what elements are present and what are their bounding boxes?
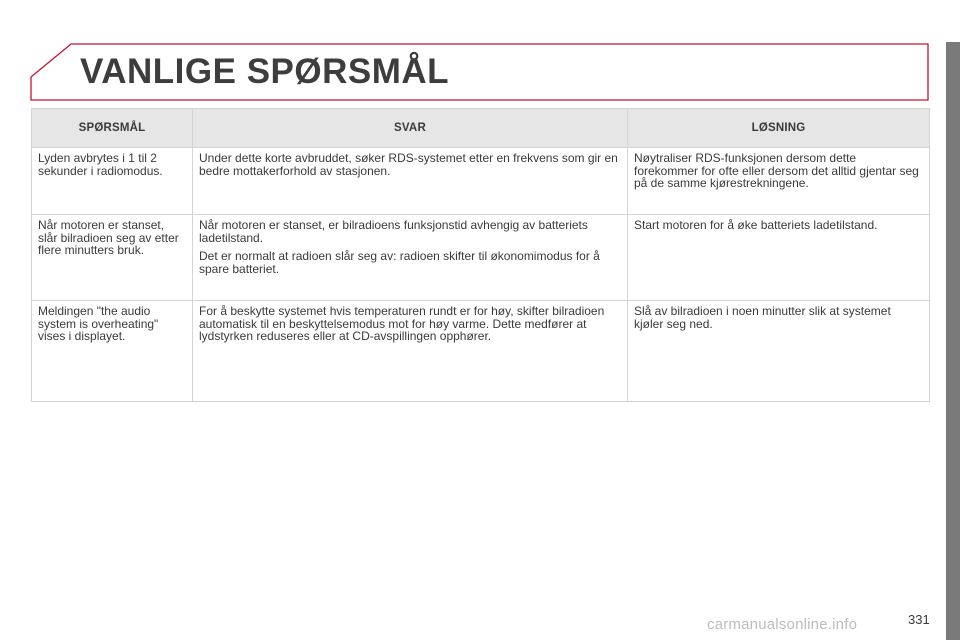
answer-paragraph: For å beskytte systemet hvis temperaturen rundt er for høy, skifter bilradioen automatisk til en beskyttelsemodus mot for høy varme. Dette medfører at lydstyrken reduseres eller at CD-avspillingen opphører.: [199, 304, 605, 343]
question-cell: Når motoren er stanset, slår bilradioen seg av etter flere minutters bruk.: [32, 215, 193, 301]
column-header-solution: LØSNING: [628, 109, 930, 148]
solution-cell: Start motoren for å øke batteriets ladetilstand.: [628, 215, 930, 301]
answer-cell: [193, 301, 628, 402]
table-row: [32, 301, 930, 402]
page-title: VANLIGE SPØRSMÅL: [80, 52, 450, 91]
column-header-question: SPØRSMÅL: [32, 109, 193, 148]
question-cell: Lyden avbrytes i 1 til 2 sekunder i radiomodus.: [32, 148, 193, 215]
watermark: carmanualsonline.info: [707, 616, 858, 633]
question-cell: Meldingen "the audio system is overheating" vises i displayet.: [32, 301, 193, 402]
table-header-row: [32, 109, 930, 148]
answer-cell: [193, 215, 628, 301]
answer-cell: [193, 148, 628, 215]
answer-paragraph: Under dette korte avbruddet, søker RDS-systemet etter en frekvens som gir en bedre mottakerforhold av stasjonen.: [199, 151, 618, 178]
answer-paragraph: Det er normalt at radioen slår seg av: radioen skifter til økonomimodus for å spare batteriet.: [199, 249, 600, 276]
faq-table: [31, 108, 930, 402]
side-strip: [946, 42, 960, 640]
solution-cell: Slå av bilradioen i noen minutter slik at systemet kjøler seg ned.: [628, 301, 930, 402]
answer-paragraph: Når motoren er stanset, er bilradioens funksjonstid avhengig av batteriets ladetilstand.: [199, 218, 588, 245]
table-row: [32, 215, 930, 301]
page-number: 331: [908, 612, 930, 627]
solution-cell: Nøytraliser RDS-funksjonen dersom dette forekommer for ofte eller dersom det alltid gjentar seg på de samme kjørestrekningene.: [628, 148, 930, 215]
column-header-answer: SVAR: [193, 109, 628, 148]
table-row: [32, 148, 930, 215]
